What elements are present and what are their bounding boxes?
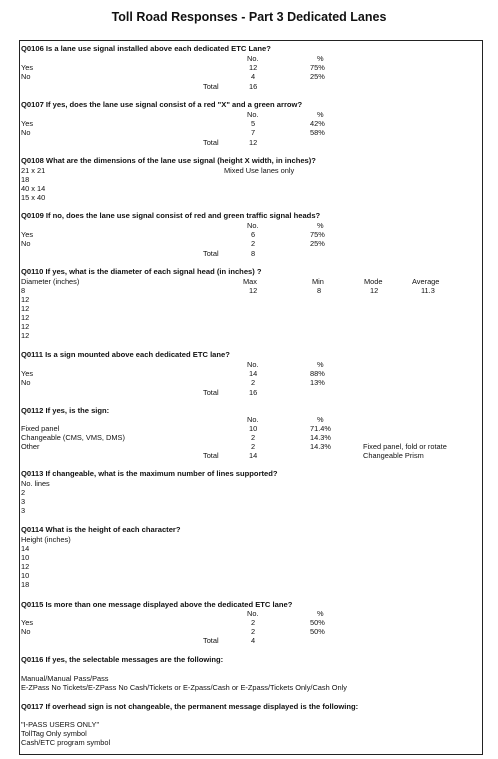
q107-header-no: No. <box>247 110 259 119</box>
q109-row-no: 2 <box>251 239 256 248</box>
q114-answer: 18 <box>21 580 30 589</box>
q112-header-pct: % <box>317 415 324 424</box>
q112-other-note: Fixed panel, fold or rotate <box>363 442 447 451</box>
q112-total: 14 <box>249 451 258 460</box>
q107-row-pct: 58% <box>310 128 325 137</box>
q108-question: Q0108 What are the dimensions of the lane use signal (height X width, in inches)? <box>21 156 316 165</box>
q109-header-pct: % <box>317 221 324 230</box>
q112-row-pct: 14.3% <box>310 442 331 451</box>
q107-row-label: No <box>21 128 31 137</box>
q110-mode: 12 <box>370 286 379 295</box>
q109-header-no: No. <box>247 221 259 230</box>
q114-answer: 10 <box>21 571 30 580</box>
q108-note: Mixed Use lanes only <box>224 166 295 175</box>
q110-question: Q0110 If yes, what is the diameter of each signal head (in inches) ? <box>21 267 262 276</box>
q112-row-label: Changeable (CMS, VMS, DMS) <box>21 433 125 442</box>
q110-max: 12 <box>249 286 258 295</box>
q112-row-no: 10 <box>249 424 258 433</box>
q111-total: 16 <box>249 388 258 397</box>
q116-question: Q0116 If yes, the selectable messages are the following: <box>21 655 224 664</box>
q109-row-no: 6 <box>251 230 256 239</box>
q117-question: Q0117 If overhead sign is not changeable, the permanent message displayed is the following: <box>21 702 359 711</box>
q107-row-no: 7 <box>251 128 256 137</box>
q110-answer: 12 <box>21 331 30 340</box>
q110-answer: 12 <box>21 322 30 331</box>
q114-column-label: Height (inches) <box>21 535 71 544</box>
q112-question: Q0112 If yes, is the sign: <box>21 406 110 415</box>
q113-column-label: No. lines <box>21 479 50 488</box>
q107-total-label: Total <box>203 138 219 147</box>
q107-row-no: 5 <box>251 119 256 128</box>
q109-total: 8 <box>251 249 256 258</box>
q115-row-no: 2 <box>251 627 256 636</box>
q107-question: Q0107 If yes, does the lane use signal consist of a red "X" and a green arrow? <box>21 100 303 109</box>
q110-answer: 12 <box>21 295 30 304</box>
q115-total: 4 <box>251 636 256 645</box>
q108-answer: 18 <box>21 175 30 184</box>
q106-row-label: No <box>21 72 31 81</box>
q111-row-label: No <box>21 378 31 387</box>
q114-answer: 10 <box>21 553 30 562</box>
q108-answer: 15 x 40 <box>21 193 46 202</box>
q106-row-pct: 75% <box>310 63 325 72</box>
q107-row-pct: 42% <box>310 119 325 128</box>
q109-row-label: No <box>21 239 31 248</box>
q106-total-label: Total <box>203 82 219 91</box>
q109-question: Q0109 If no, does the lane use signal consist of red and green traffic signal heads? <box>21 211 321 220</box>
q111-question: Q0111 Is a sign mounted above each dedicated ETC lane? <box>21 350 230 359</box>
page-title: Toll Road Responses - Part 3 Dedicated Lanes <box>111 10 387 24</box>
q112-row-no: 2 <box>251 433 256 442</box>
q110-header-average: Average <box>412 277 440 286</box>
q115-header-pct: % <box>317 609 324 618</box>
q115-row-no: 2 <box>251 618 256 627</box>
q117-answer: Cash/ETC program symbol <box>21 738 111 747</box>
q106-row-no: 4 <box>251 72 256 81</box>
q106-header-no: No. <box>247 54 259 63</box>
q116-answer: E-ZPass No Tickets/E-ZPass No Cash/Tickets or E-Zpass/Cash or E-Zpass/Tickets Only/Cash Only <box>21 683 347 692</box>
q112-other-note: Changeable Prism <box>363 451 424 460</box>
q112-row-pct: 71.4% <box>310 424 331 433</box>
q106-row-no: 12 <box>249 63 258 72</box>
q113-answer: 3 <box>21 506 26 515</box>
q107-header-pct: % <box>317 110 324 119</box>
q114-question: Q0114 What is the height of each character? <box>21 525 181 534</box>
q112-row-label: Other <box>21 442 40 451</box>
q112-total-label: Total <box>203 451 219 460</box>
q111-header-pct: % <box>317 360 324 369</box>
q115-row-pct: 50% <box>310 618 325 627</box>
q115-total-label: Total <box>203 636 219 645</box>
q109-row-pct: 25% <box>310 239 325 248</box>
q117-answer: TollTag Only symbol <box>21 729 87 738</box>
q111-row-no: 14 <box>249 369 258 378</box>
q110-answer: 12 <box>21 304 30 313</box>
q109-row-label: Yes <box>21 230 34 239</box>
q109-row-pct: 75% <box>310 230 325 239</box>
q111-row-label: Yes <box>21 369 34 378</box>
q106-row-pct: 25% <box>310 72 325 81</box>
q108-answer: 40 x 14 <box>21 184 46 193</box>
q109-total-label: Total <box>203 249 219 258</box>
q114-answer: 14 <box>21 544 30 553</box>
q115-header-no: No. <box>247 609 259 618</box>
q110-header-min: Min <box>312 277 324 286</box>
q113-answer: 3 <box>21 497 26 506</box>
q111-row-no: 2 <box>251 378 256 387</box>
q106-question: Q0106 Is a lane use signal installed above each dedicated ETC Lane? <box>21 44 271 53</box>
q115-row-pct: 50% <box>310 627 325 636</box>
q112-row-pct: 14.3% <box>310 433 331 442</box>
q106-row-label: Yes <box>21 63 34 72</box>
q115-question: Q0115 Is more than one message displayed above the dedicated ETC lane? <box>21 600 293 609</box>
q111-header-no: No. <box>247 360 259 369</box>
q112-row-no: 2 <box>251 442 256 451</box>
q110-header-mode: Mode <box>364 277 383 286</box>
q110-answer: 12 <box>21 313 30 322</box>
q106-header-pct: % <box>317 54 324 63</box>
q111-row-pct: 88% <box>310 369 325 378</box>
q110-answer: 8 <box>21 286 26 295</box>
q110-column-label: Diameter (inches) <box>21 277 80 286</box>
q111-total-label: Total <box>203 388 219 397</box>
q110-average: 11.3 <box>421 286 435 295</box>
q117-answer: "I-PASS USERS ONLY" <box>21 720 100 729</box>
q107-row-label: Yes <box>21 119 34 128</box>
q110-min: 8 <box>317 286 322 295</box>
q115-row-label: Yes <box>21 618 34 627</box>
q112-row-label: Fixed panel <box>21 424 60 433</box>
q107-total: 12 <box>249 138 258 147</box>
q110-header-max: Max <box>243 277 257 286</box>
q113-question: Q0113 If changeable, what is the maximum number of lines supported? <box>21 469 278 478</box>
q106-total: 16 <box>249 82 258 91</box>
q111-row-pct: 13% <box>310 378 325 387</box>
q114-answer: 12 <box>21 562 30 571</box>
q116-answer: Manual/Manual Pass/Pass <box>21 674 109 683</box>
q113-answer: 2 <box>21 488 26 497</box>
q108-answer: 21 x 21 <box>21 166 46 175</box>
q112-header-no: No. <box>247 415 259 424</box>
q115-row-label: No <box>21 627 31 636</box>
